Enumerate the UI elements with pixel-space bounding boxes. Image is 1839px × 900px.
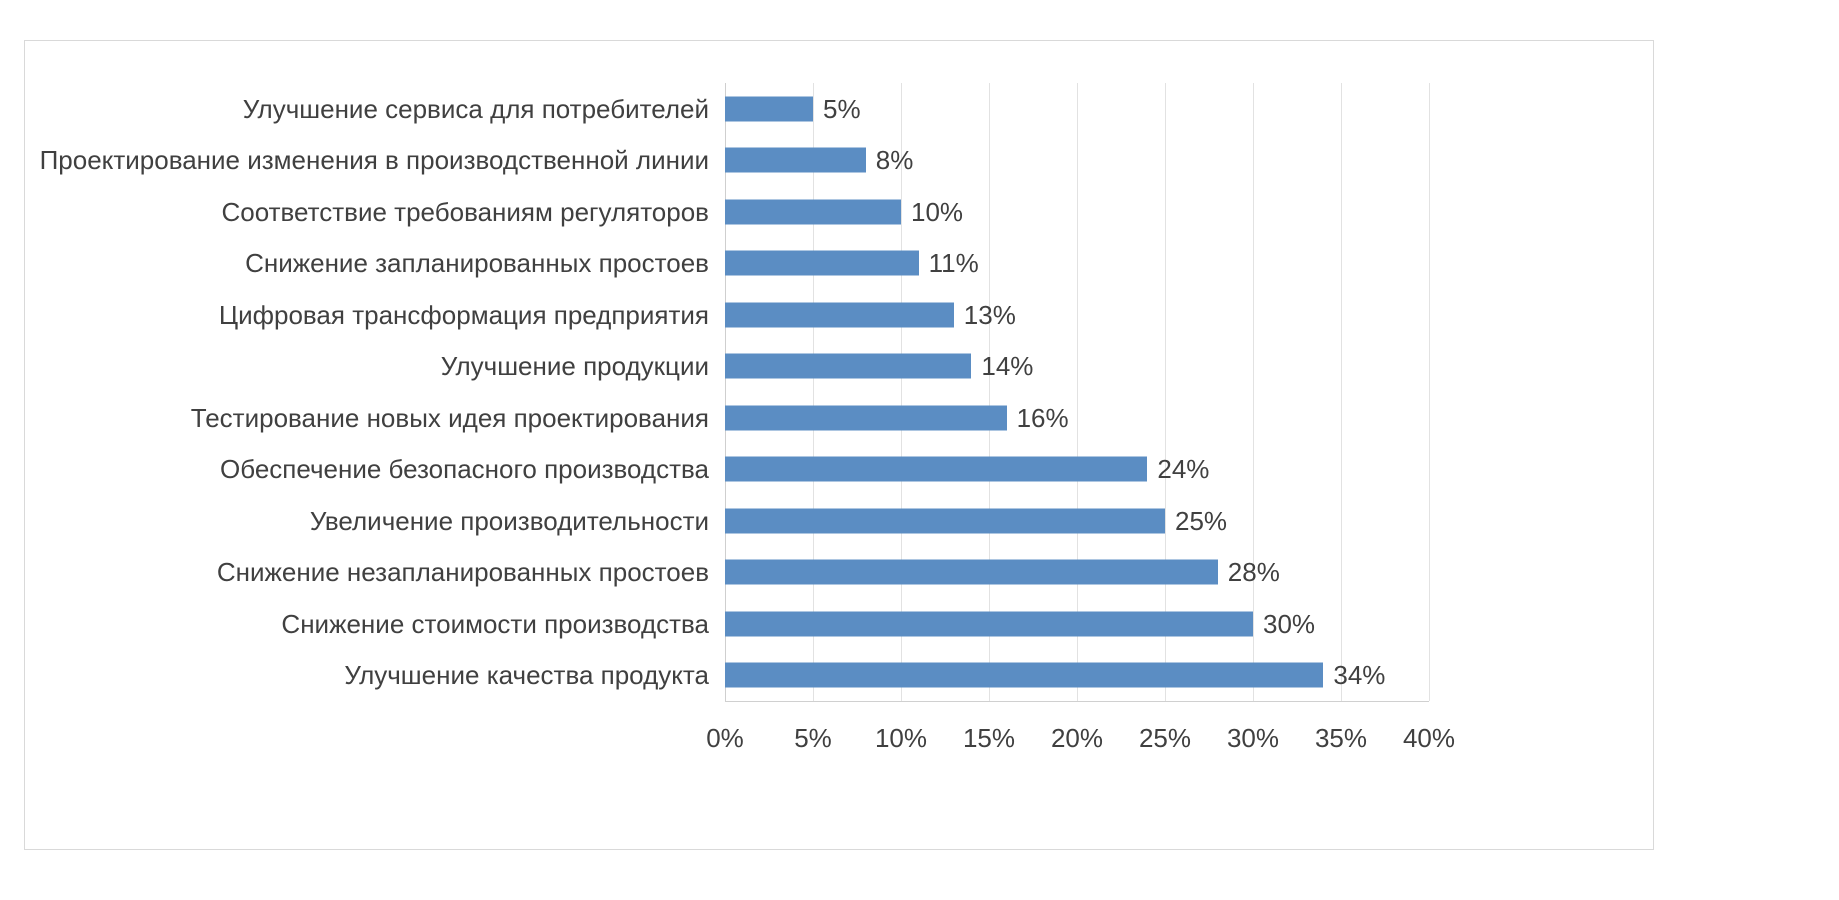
gridline — [1165, 83, 1166, 701]
bar-value-label: 14% — [981, 351, 1034, 382]
bar — [725, 96, 813, 121]
bar — [725, 251, 919, 276]
bar — [725, 457, 1147, 482]
x-axis-tick-label: 10% — [874, 723, 928, 753]
gridline — [1077, 83, 1078, 701]
category-label: Снижение стоимости производства — [281, 608, 709, 639]
category-label: Увеличение производительности — [309, 505, 709, 536]
x-axis-tick-label: 25% — [1138, 723, 1192, 753]
gridline — [1429, 83, 1430, 701]
bar — [725, 560, 1218, 585]
category-label: Тестирование новых идея проектирования — [190, 402, 709, 433]
bar-value-label: 28% — [1227, 557, 1280, 588]
x-axis-tick-label: 20% — [1050, 723, 1104, 753]
category-label: Проектирование изменения в производственной линии — [39, 145, 709, 176]
x-axis-tick-label: 15% — [962, 723, 1016, 753]
category-label: Цифровая трансформация предприятия — [218, 299, 709, 330]
bar-value-label: 5% — [823, 93, 861, 124]
category-label: Снижение запланированных простоев — [245, 248, 709, 279]
bar — [725, 663, 1323, 688]
gridline — [725, 83, 726, 701]
x-axis-tick-label: 5% — [794, 723, 832, 753]
bar-value-label: 11% — [928, 248, 979, 279]
bar-value-label: 25% — [1175, 505, 1228, 536]
bar-value-label: 30% — [1263, 608, 1316, 639]
bar-value-label: 34% — [1333, 660, 1386, 691]
gridline — [1253, 83, 1254, 701]
chart-card — [24, 40, 1654, 850]
bar — [725, 405, 1007, 430]
category-label: Улучшение качества продукта — [344, 660, 709, 691]
bar-chart-plot — [25, 41, 1653, 849]
category-label: Снижение незапланированных простоев — [216, 557, 709, 588]
bar — [725, 611, 1253, 636]
gridline — [1341, 83, 1342, 701]
bar — [725, 302, 954, 327]
bar-value-label: 13% — [963, 299, 1016, 330]
x-axis-tick-label: 35% — [1314, 723, 1368, 753]
gridline — [901, 83, 902, 701]
bar-value-label: 16% — [1016, 402, 1069, 433]
category-label: Улучшение продукции — [440, 351, 709, 382]
category-label: Обеспечение безопасного производства — [220, 454, 709, 485]
bar — [725, 199, 901, 224]
gridline — [989, 83, 990, 701]
bar — [725, 354, 971, 379]
bar — [725, 148, 866, 173]
x-axis-tick-label: 40% — [1402, 723, 1456, 753]
category-label: Соответствие требованиям регуляторов — [221, 196, 709, 227]
bar-value-label: 8% — [875, 145, 914, 176]
bar-value-label: 24% — [1157, 454, 1210, 485]
x-axis-tick-label: 30% — [1226, 723, 1280, 753]
category-label: Улучшение сервиса для потребителей — [242, 93, 709, 124]
x-axis-tick-label: 0% — [706, 723, 744, 753]
bar-value-label: 10% — [911, 196, 964, 227]
gridline — [813, 83, 814, 701]
x-axis-line — [725, 701, 1429, 702]
bar — [725, 508, 1165, 533]
